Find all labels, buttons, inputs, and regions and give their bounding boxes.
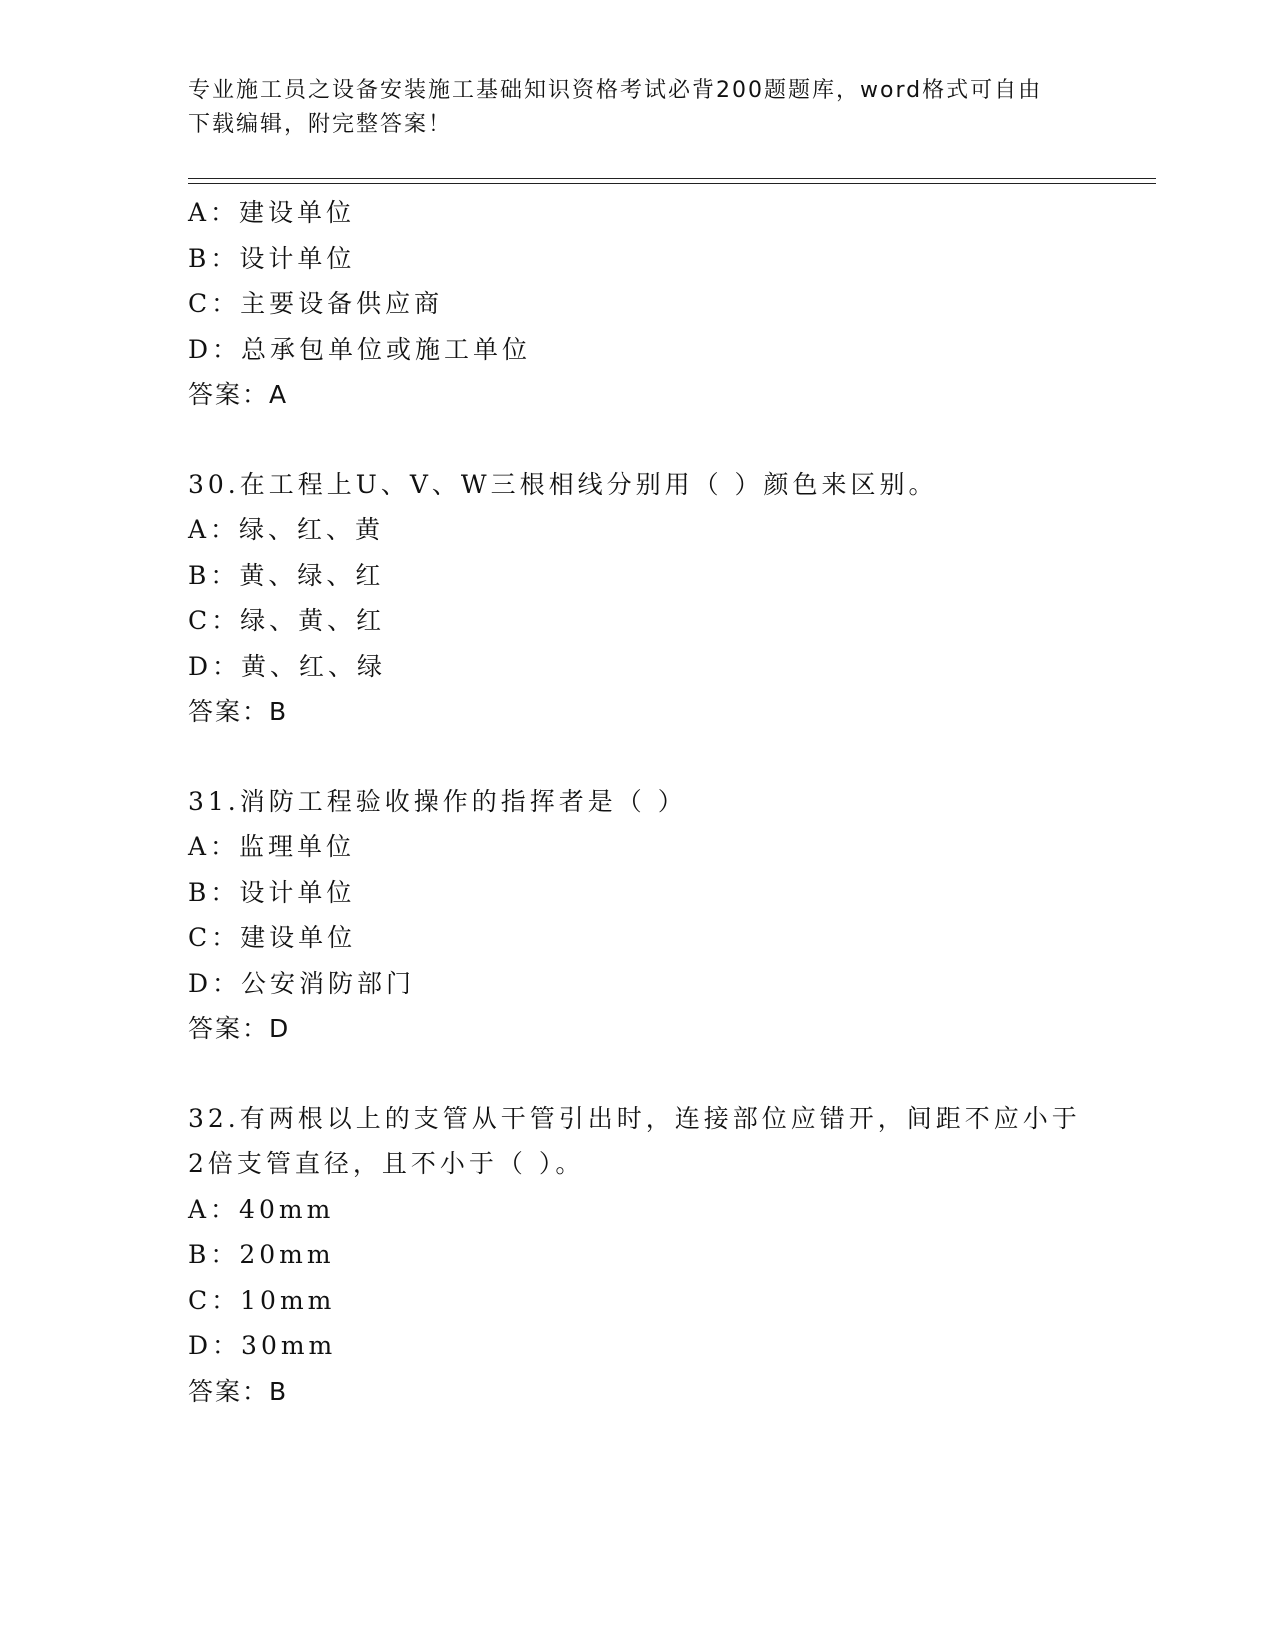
document-header xyxy=(188,74,1088,142)
answer-line: 答案：A xyxy=(188,380,289,409)
header-divider-top xyxy=(188,178,1156,179)
header-divider-bottom xyxy=(188,183,1156,184)
question-list xyxy=(188,190,1148,1414)
option-d: D：30mm xyxy=(188,1331,337,1360)
answer-line: 答案：B xyxy=(188,697,289,726)
question-block-31 xyxy=(188,779,1148,1052)
option-c: C：10mm xyxy=(188,1285,336,1315)
question-text: 30.在工程上U、V、W三根相线分别用（ ）颜色来区别。 xyxy=(188,469,938,499)
option-c: C：主要设备供应商 xyxy=(188,289,444,318)
header-line-2: 下载编辑，附完整答案！ xyxy=(188,112,453,137)
question-block-30 xyxy=(188,462,1148,735)
question-block-29 xyxy=(188,190,1148,418)
answer-line: 答案：D xyxy=(188,1014,291,1043)
option-b: B：设计单位 xyxy=(188,877,356,907)
option-a: A：监理单位 xyxy=(188,832,356,861)
answer-line: 答案：B xyxy=(188,1376,289,1406)
option-a: A：40mm xyxy=(188,1194,335,1224)
option-b: B：20mm xyxy=(188,1240,335,1269)
option-d: D：黄、红、绿 xyxy=(188,651,387,681)
option-c: C：建设单位 xyxy=(188,923,357,952)
question-text-line-2: 2倍支管直径，且不小于（ ）。 xyxy=(188,1149,585,1178)
block-gap xyxy=(188,735,1148,779)
header-line-1: 专业施工员之设备安装施工基础知识资格考试必背200题题库，word格式可自由 xyxy=(188,78,1043,103)
option-c: C：绿、黄、红 xyxy=(188,606,386,635)
option-b: B：设计单位 xyxy=(188,243,356,273)
option-d: D：公安消防部门 xyxy=(188,968,416,998)
option-a: A：建设单位 xyxy=(188,198,356,227)
question-block-32 xyxy=(188,1096,1148,1415)
option-d: D：总承包单位或施工单位 xyxy=(188,334,532,364)
option-b: B：黄、绿、红 xyxy=(188,560,385,590)
question-text-line-1: 32.有两根以上的支管从干管引出时，连接部位应错开，间距不应小于 xyxy=(188,1103,1081,1133)
option-a: A：绿、红、黄 xyxy=(188,515,385,544)
question-text: 31.消防工程验收操作的指挥者是（ ） xyxy=(188,786,687,816)
block-gap xyxy=(188,418,1148,462)
block-gap xyxy=(188,1052,1148,1096)
